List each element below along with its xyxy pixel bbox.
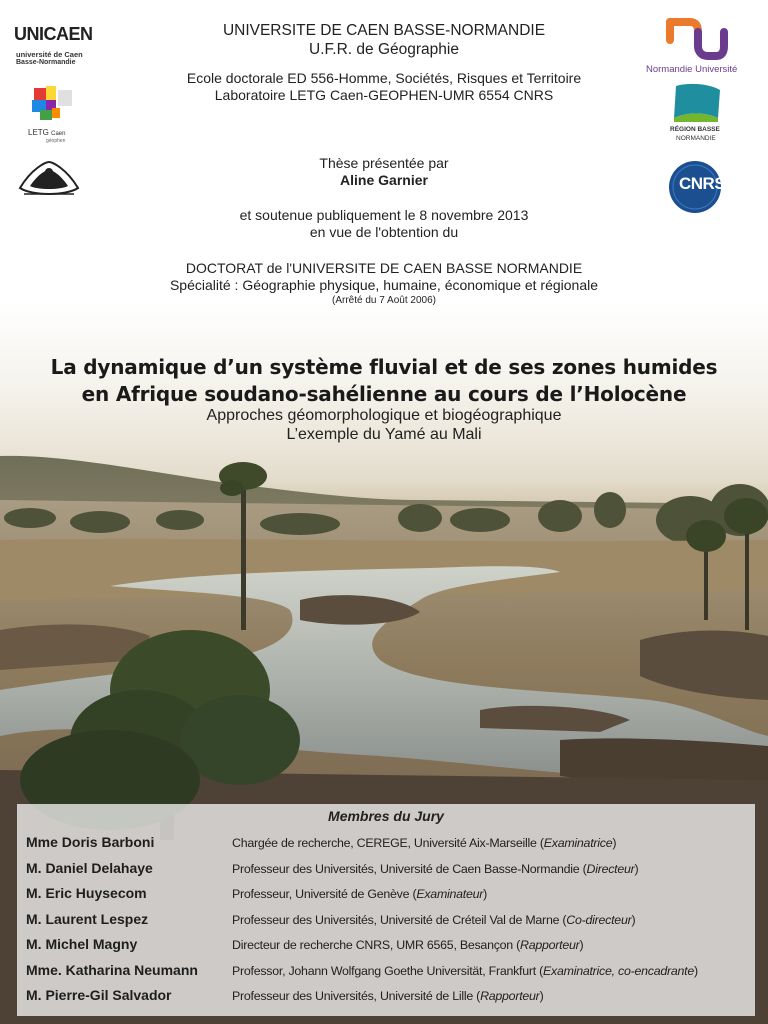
defense-date: et soutenue publiquement le 8 novembre 2013: [239, 207, 529, 223]
specialty: Spécialité : Géographie physique, humaine, économique et régionale: [169, 277, 599, 293]
decree: (Arrêté du 7 Août 2006): [332, 295, 436, 306]
region-leaf-icon: [668, 82, 728, 122]
jury-row: [17, 860, 755, 885]
thesis-subtitle-line-1: Approches géomorphologique et biogéographique: [206, 407, 562, 424]
jury-member-role: Professeur des Universités, Université de Caen Basse-Normandie (Directeur): [232, 861, 639, 876]
degree-purpose: en vue de l'obtention du: [309, 224, 459, 240]
jury-member-role: Directeur de recherche CNRS, UMR 6565, Besançon (Rapporteur): [232, 938, 584, 952]
degree-name: DOCTORAT de l'UNIVERSITE DE CAEN BASSE NORMANDIE: [185, 260, 583, 276]
thesis-title: [0, 354, 768, 408]
thesis-title-line-1: La dynamique d’un système fluvial et de ses zones humides: [50, 355, 718, 379]
letg-label: LETG: [28, 128, 49, 137]
region-line-2: NORMANDIE: [676, 135, 716, 142]
normandie-universite-logo: [646, 16, 750, 78]
jury-row: [17, 911, 755, 936]
jury-title: Membres du Jury: [328, 808, 444, 824]
author-name: Aline Garnier: [340, 172, 428, 188]
jury-row: [17, 936, 755, 961]
jury-row: [17, 962, 755, 987]
jury-panel: [17, 804, 755, 1016]
letg-sub: géophen: [46, 138, 66, 144]
cnrs-logo: [667, 160, 726, 214]
thesis-subtitle: [0, 406, 768, 444]
cnrs-label: CNRS: [679, 174, 726, 193]
unicaen-line-1: université de Caen: [16, 50, 83, 59]
laboratory: Laboratoire LETG Caen-GEOPHEN-UMR 6554 CNRS: [214, 87, 554, 103]
presented-by: Thèse présentée par: [319, 155, 449, 171]
letg-city: Caen: [51, 131, 66, 137]
region-line-1: RÉGION BASSE: [670, 126, 720, 133]
jury-row: [17, 987, 755, 1012]
jury-member-name: M. Pierre-Gil Salvador: [26, 987, 172, 1003]
thesis-title-line-2: en Afrique soudano-sahélienne au cours de l’Holocène: [81, 382, 687, 406]
jury-member-name: Mme Doris Barboni: [26, 834, 155, 850]
normandie-shape-icon: [646, 16, 750, 62]
letg-logo: [26, 84, 76, 148]
jury-member-role: Professeur des Universités, Université de Lille (Rapporteur): [232, 989, 544, 1003]
unicaen-wordmark: UNICAEN: [14, 24, 93, 44]
research-emblem-logo: [16, 158, 82, 202]
unicaen-line-2: Basse-Normandie: [16, 59, 76, 66]
jury-member-name: M. Michel Magny: [26, 936, 138, 952]
letg-mosaic-icon: [26, 84, 76, 124]
jury-member-role: Chargée de recherche, CEREGE, Université Aix-Marseille (Examinatrice): [232, 836, 617, 850]
doctoral-school: Ecole doctorale ED 556-Homme, Sociétés, Risques et Territoire: [186, 70, 582, 86]
jury-member-name: M. Laurent Lespez: [26, 910, 149, 927]
jury-member-name: M. Daniel Delahaye: [26, 859, 153, 876]
university-name: UNIVERSITE DE CAEN BASSE-NORMANDIE: [222, 22, 546, 39]
jury-member-name: M. Eric Huysecom: [26, 885, 147, 901]
jury-member-name: Mme. Katharina Neumann: [26, 961, 198, 978]
jury-row: [17, 885, 755, 910]
jury-member-role: Professeur, Université de Genève (Examinateur): [232, 887, 488, 901]
jury-member-role: Professor, Johann Wolfgang Goethe Universität, Frankfurt (Examinatrice, co-encadrante): [232, 963, 698, 978]
thesis-subtitle-line-2: L’exemple du Yamé au Mali: [286, 426, 482, 443]
jury-row: [17, 834, 755, 859]
unicaen-logo: [12, 24, 92, 70]
region-basse-normandie-logo: [668, 82, 728, 146]
ufr-name: U.F.R. de Géographie: [309, 41, 459, 58]
jury-member-role: Professeur des Universités, Université de Créteil Val de Marne (Co-directeur): [232, 912, 636, 927]
normandie-label: Normandie Université: [646, 64, 738, 75]
emblem-icon: [16, 158, 82, 202]
